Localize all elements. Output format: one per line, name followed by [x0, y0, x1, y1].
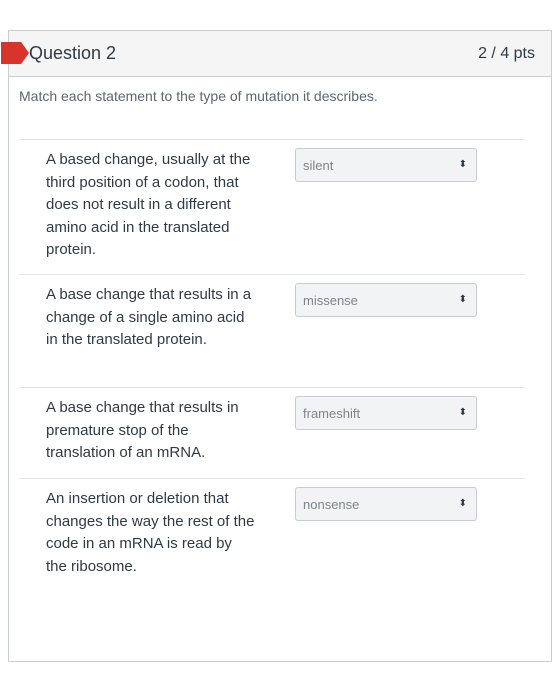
select-arrows-icon: ⬍	[458, 294, 467, 305]
answer-select[interactable]	[295, 148, 477, 182]
match-row	[19, 478, 525, 613]
match-statement: A base change that results in premature stop of the translation of an mRNA.	[46, 399, 239, 461]
question-title: Question 2	[29, 43, 117, 63]
select-arrows-icon: ⬍	[458, 407, 467, 418]
answer-select[interactable]	[295, 487, 477, 521]
answer-selected-value: nonsense	[303, 496, 360, 512]
answer-selected-value: silent	[303, 157, 334, 173]
select-arrows-icon: ⬍	[458, 159, 467, 170]
match-row	[19, 139, 525, 274]
match-statement: An insertion or deletion that changes the way the rest of the code in an mRNA is read by the ribosome.	[46, 490, 255, 575]
answer-select[interactable]	[295, 396, 477, 430]
answer-select[interactable]	[295, 283, 477, 317]
match-statement: A base change that results in a change of a single amino acid in the translated protein.	[46, 286, 252, 348]
match-row	[19, 387, 525, 478]
match-statement: A based change, usually at the third position of a codon, that does not result in a different amino acid in the translated protein.	[46, 151, 251, 258]
select-arrows-icon: ⬍	[458, 498, 467, 509]
question-points: 2 / 4 pts	[478, 44, 535, 62]
answer-selected-value: frameshift	[303, 405, 361, 421]
answer-selected-value: missense	[303, 292, 358, 308]
question-header	[9, 31, 551, 77]
question-prompt: Match each statement to the type of mutation it describes.	[19, 88, 378, 104]
match-list	[19, 139, 525, 613]
match-row	[19, 274, 525, 387]
